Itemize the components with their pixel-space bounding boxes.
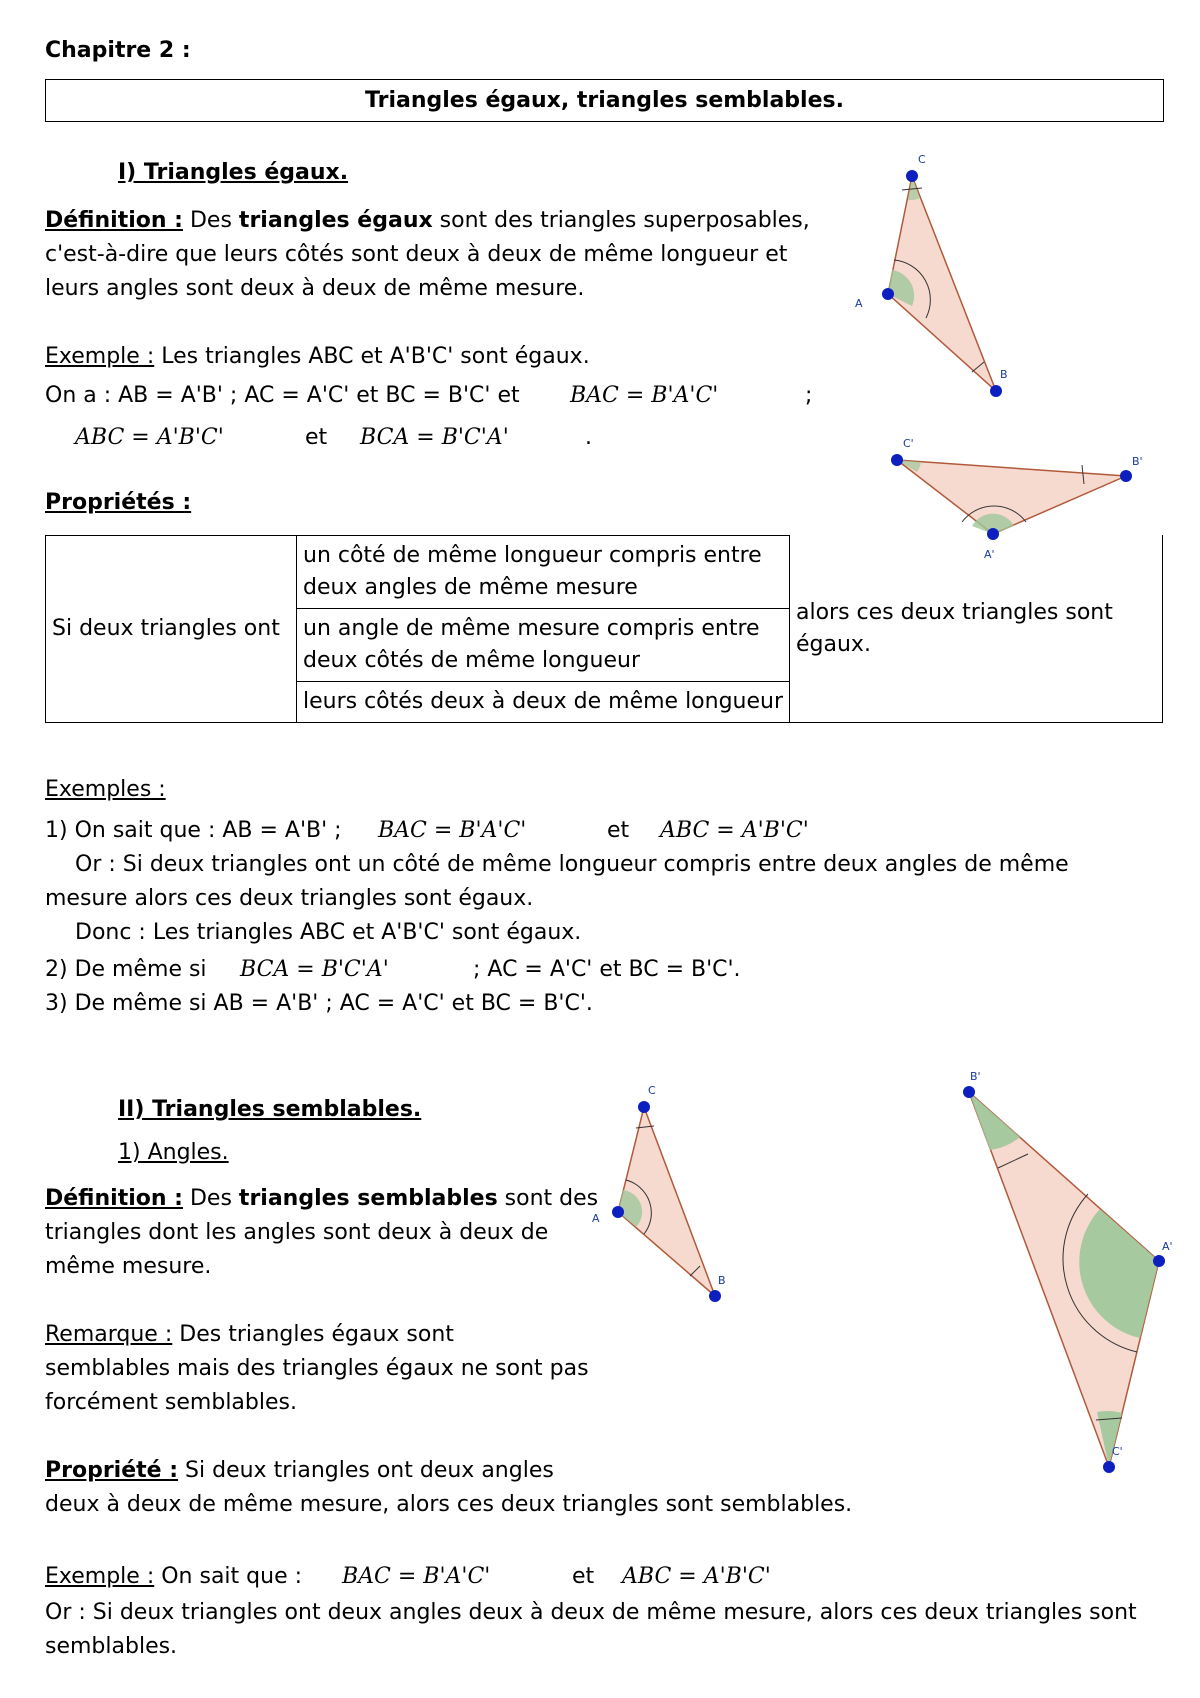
example-line: Or : Si deux triangles ont un côté de même longueur compris entre deux angles de même xyxy=(75,852,1069,877)
label-a-prime: A' xyxy=(984,548,995,561)
point-c xyxy=(638,1101,650,1113)
example-label: Exemple : xyxy=(45,1564,155,1589)
remark-text: semblables mais des triangles égaux ne sont pas xyxy=(45,1356,589,1381)
label-c: C xyxy=(648,1084,656,1097)
definition-text: triangles dont les angles sont deux à deux de xyxy=(45,1220,549,1245)
label-c-prime: C' xyxy=(903,437,914,450)
point-c-prime xyxy=(1103,1461,1115,1473)
condition-text: un côté de même longueur compris entre xyxy=(303,543,762,568)
example-line: ; AC = A'C' et BC = B'C'. xyxy=(473,957,741,982)
angle-equality: BCA = B'C'A' xyxy=(360,425,509,450)
label-b: B xyxy=(1000,368,1008,381)
definition-term: triangles égaux xyxy=(238,208,433,233)
point-a xyxy=(612,1206,624,1218)
conjunction: et xyxy=(572,1564,595,1589)
angle-equality: ABC = A'B'C' xyxy=(75,425,224,450)
angle-equality: ABC = A'B'C' xyxy=(622,1564,771,1589)
label-a-prime: A' xyxy=(1162,1240,1173,1253)
example-line: Donc : Les triangles ABC et A'B'C' sont égaux. xyxy=(75,920,582,945)
page-title: Triangles égaux, triangles semblables. xyxy=(45,79,1164,122)
punctuation: . xyxy=(585,425,592,450)
conjunction: et xyxy=(305,425,328,450)
definition-text: même mesure. xyxy=(45,1254,212,1279)
example-line: mesure alors ces deux triangles sont égaux. xyxy=(45,886,534,911)
condition-text: deux angles de même mesure xyxy=(303,575,638,600)
property-text: deux à deux de même mesure, alors ces deux triangles sont semblables. xyxy=(45,1492,853,1517)
table-cell-condition-3: leurs côtés deux à deux de même longueur xyxy=(297,682,790,723)
point-b-prime xyxy=(963,1086,975,1098)
definition-label: Définition : xyxy=(45,1186,183,1211)
label-b-prime: B' xyxy=(1132,455,1143,468)
remark-text: Des triangles égaux sont xyxy=(172,1322,454,1347)
point-b xyxy=(709,1290,721,1302)
label-a: A xyxy=(592,1212,600,1225)
properties-label: Propriétés : xyxy=(45,490,192,515)
label-c-prime: C' xyxy=(1112,1445,1123,1458)
subsection-heading: 1) Angles. xyxy=(118,1140,229,1165)
point-a-prime xyxy=(1153,1255,1165,1267)
angle-equality: BAC = B'A'C' xyxy=(378,818,527,843)
definition-text: Des xyxy=(182,208,239,233)
property-text: Si deux triangles ont deux angles xyxy=(178,1458,554,1483)
definition-label: Définition : xyxy=(45,208,183,233)
remark-text: forcément semblables. xyxy=(45,1390,297,1415)
conclusion-text: égaux. xyxy=(796,632,871,657)
angle-equality: BCA = B'C'A' xyxy=(240,957,389,982)
conclusion-text: alors ces deux triangles sont xyxy=(796,600,1113,625)
remark-label: Remarque : xyxy=(45,1322,173,1347)
example-line: 3) De même si AB = A'B' ; AC = A'C' et BC = B'C'. xyxy=(45,991,593,1016)
definition-text: sont des triangles superposables, xyxy=(432,208,810,233)
chapter-label: Chapitre 2 : xyxy=(45,38,191,63)
table-cell-if: Si deux triangles ont xyxy=(46,536,297,723)
definition-text: c'est-à-dire que leurs côtés sont deux à deux de même longueur et xyxy=(45,242,788,267)
definition-term: triangles semblables xyxy=(238,1186,498,1211)
example-line: Or : Si deux triangles ont deux angles deux à deux de même mesure, alors ces deux triangles sont xyxy=(45,1600,1137,1625)
example-text: Les triangles ABC et A'B'C' sont égaux. xyxy=(154,344,590,369)
example-line: 1) On sait que : AB = A'B' ; xyxy=(45,818,342,843)
section-heading-1: I) Triangles égaux. xyxy=(118,160,349,185)
label-b-prime: B' xyxy=(970,1070,981,1083)
example-text: On sait que : xyxy=(154,1564,303,1589)
example-line: 2) De même si xyxy=(45,957,207,982)
punctuation: ; xyxy=(805,383,813,408)
triangle-a2b2c2-large xyxy=(963,1070,1173,1473)
conjunction: et xyxy=(607,818,630,843)
definition-text: leurs angles sont deux à deux de même mesure. xyxy=(45,276,585,301)
label-a: A xyxy=(855,297,863,310)
example-line: semblables. xyxy=(45,1634,178,1659)
condition-text: un angle de même mesure compris entre xyxy=(303,616,760,641)
triangle-abc-small xyxy=(592,1084,726,1302)
examples-label: Exemples : xyxy=(45,777,166,802)
example-label: Exemple : xyxy=(45,344,155,369)
example-text: On a : AB = A'B' ; AC = A'C' et BC = B'C' et xyxy=(45,383,520,408)
property-label: Propriété : xyxy=(45,1458,179,1483)
angle-equality: BAC = B'A'C' xyxy=(342,1564,491,1589)
label-b: B xyxy=(718,1274,726,1287)
label-c: C xyxy=(918,153,926,166)
condition-text: deux côtés de même longueur xyxy=(303,648,640,673)
section-heading-2: II) Triangles semblables. xyxy=(118,1097,422,1122)
definition-text: sont des xyxy=(497,1186,599,1211)
angle-equality: BAC = B'A'C' xyxy=(570,383,719,408)
definition-text: Des xyxy=(182,1186,239,1211)
angle-equality: ABC = A'B'C' xyxy=(660,818,809,843)
